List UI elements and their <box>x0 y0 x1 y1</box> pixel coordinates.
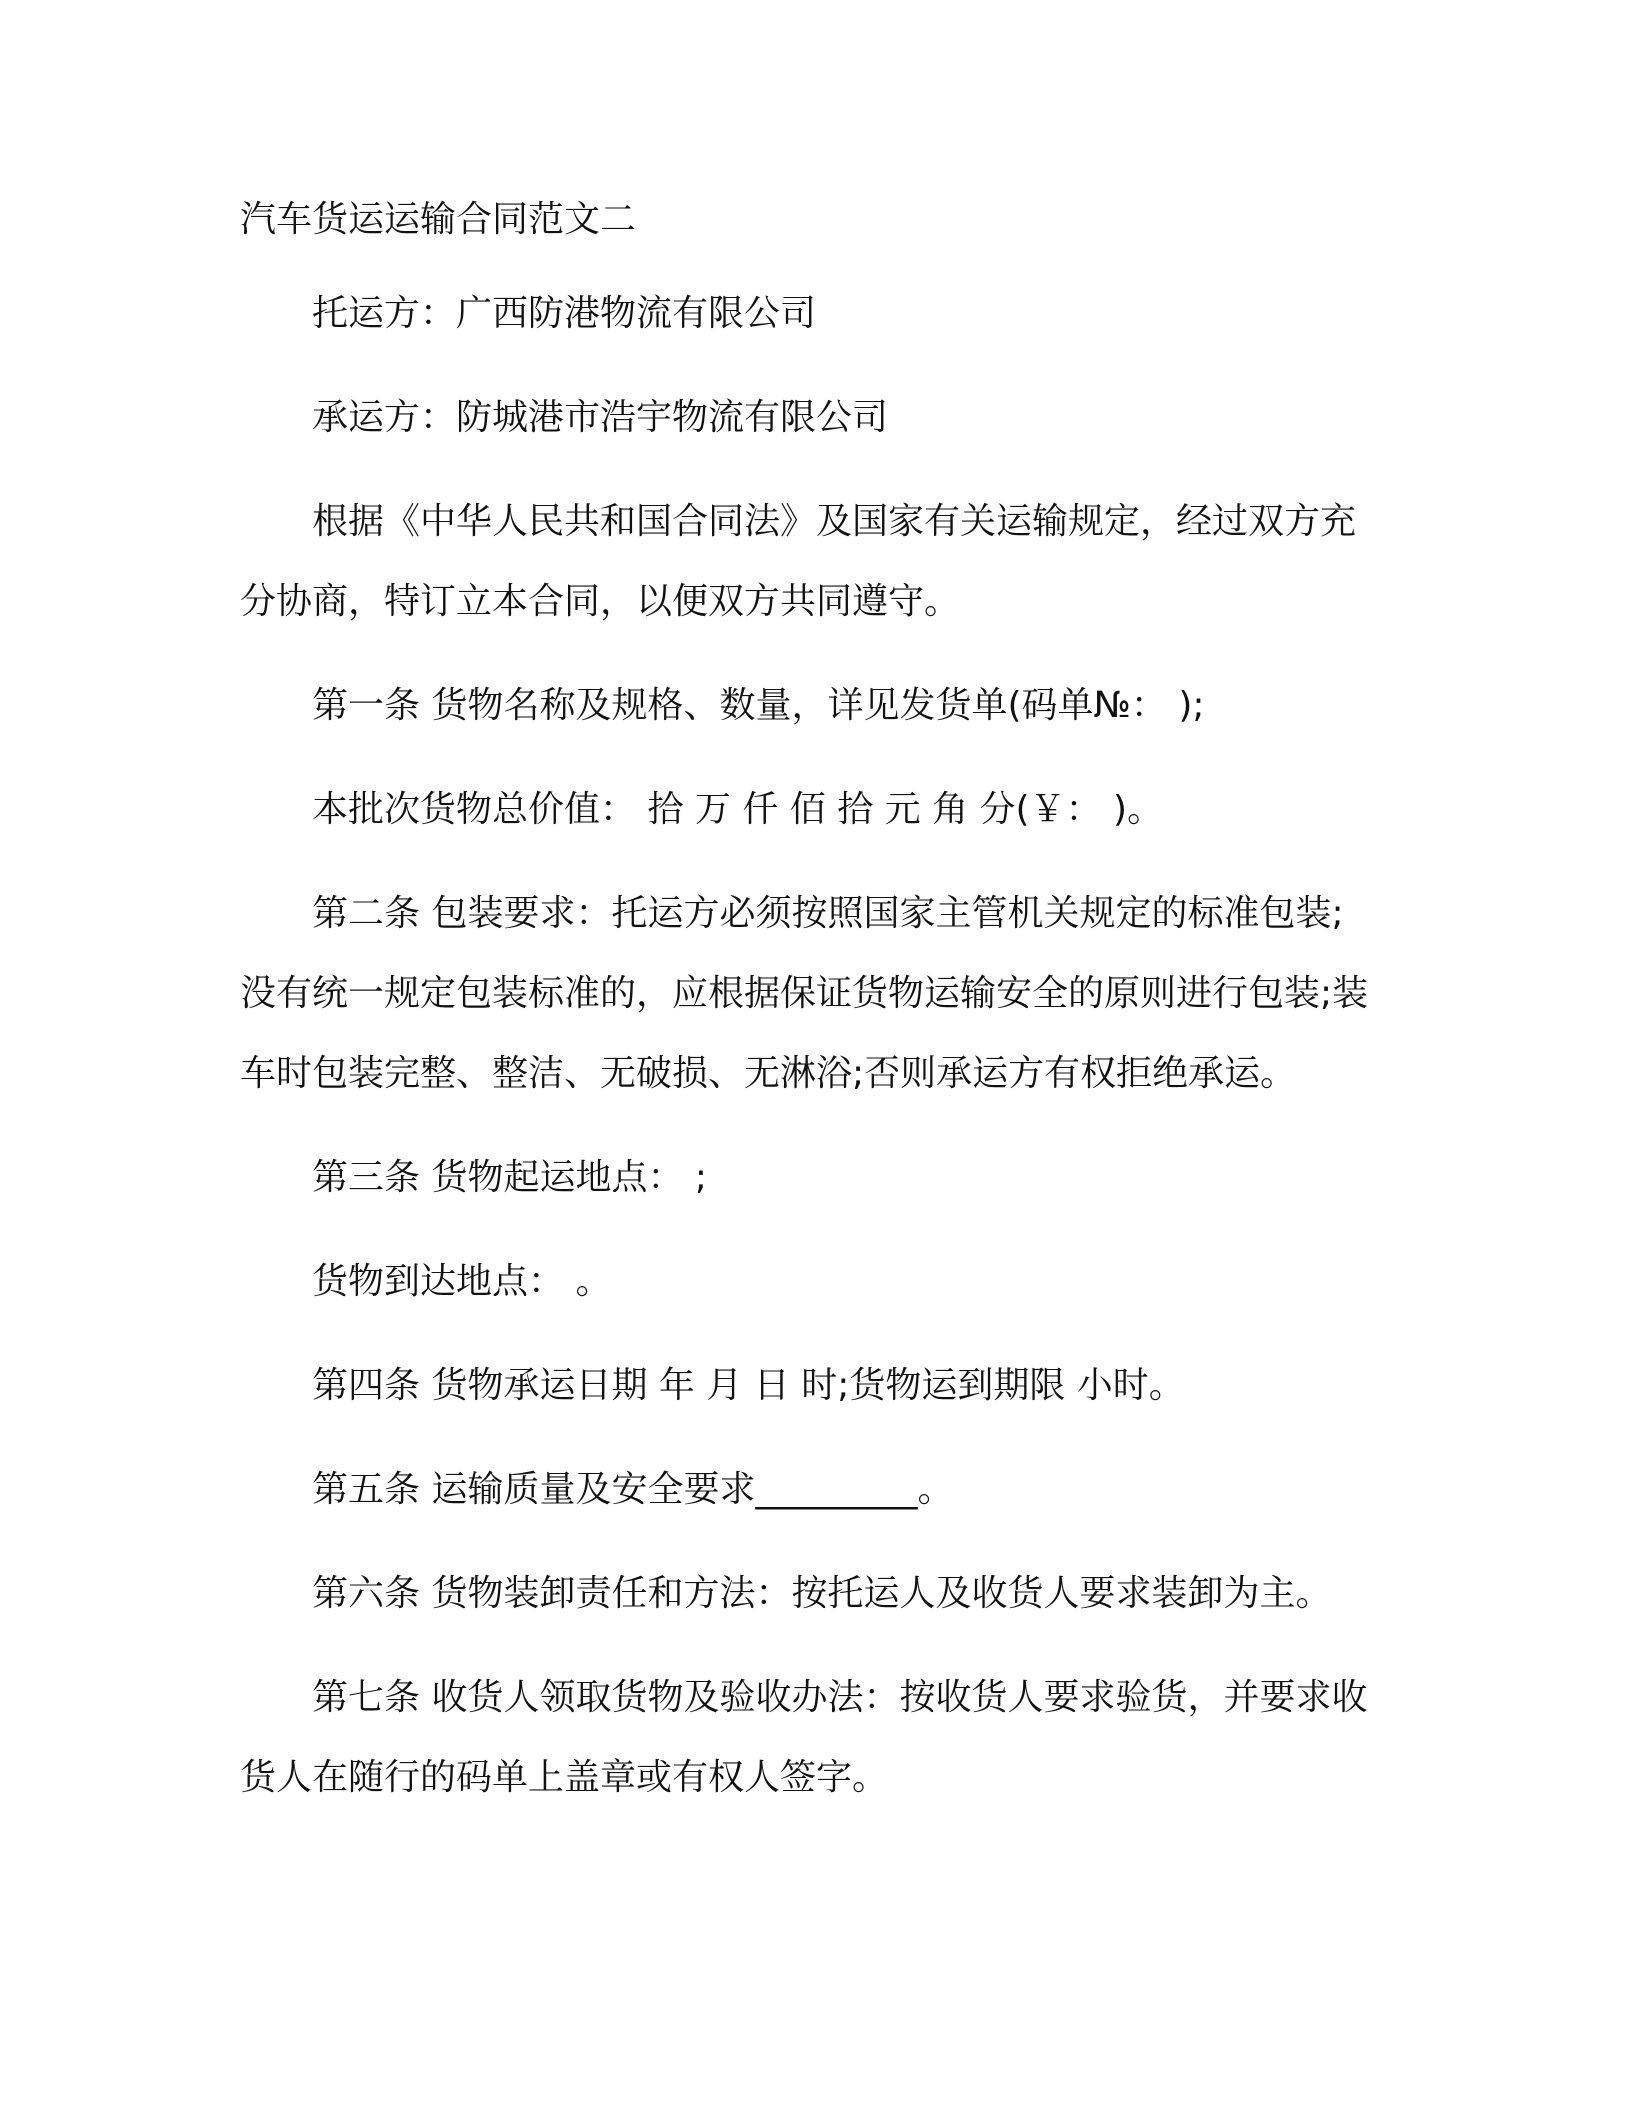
paragraph-article-3: 第三条 货物起运地点： ; <box>312 1157 708 1198</box>
document-title: 汽车货运运输合同范文二 <box>240 199 637 240</box>
paragraph-article-1: 第一条 货物名称及规格、数量，详见发货单(码单№： ); <box>312 685 1205 726</box>
paragraph-article-4: 第四条 货物承运日期 年 月 日 时;货物运到期限 小时。 <box>312 1365 1185 1406</box>
paragraph-shipper: 托运方：广西防港物流有限公司 <box>312 293 817 334</box>
document-body <box>240 190 1370 1842</box>
paragraph-article-6: 第六条 货物装卸责任和方法：按托运人及收货人要求装卸为主。 <box>312 1573 1332 1614</box>
paragraph-article-7: 第七条 收货人领取货物及验收办法：按收货人要求验货，并要求收货人在随行的码单上盖章或有权人签字。 <box>240 1677 1368 1798</box>
paragraph-article-2: 第二条 包装要求：托运方必须按照国家主管机关规定的标准包装;没有统一规定包装标准的，应根据保证货物运输安全的原则进行包装;装车时包装完整、整洁、无破损、无淋浴;否则承运方有权拒绝承运。 <box>240 893 1369 1094</box>
paragraph-total-value: 本批次货物总价值： 拾 万 仟 佰 拾 元 角 分(￥： )。 <box>312 789 1164 830</box>
paragraph-carrier: 承运方：防城港市浩宇物流有限公司 <box>312 397 889 438</box>
paragraph-destination: 货物到达地点： 。 <box>312 1261 612 1302</box>
paragraph-preamble: 根据《中华人民共和国合同法》及国家有关运输规定，经过双方充分协商，特订立本合同，以便双方共同遵守。 <box>240 501 1357 622</box>
paragraph-article-5: 第五条 运输质量及安全要求_________。 <box>312 1469 954 1510</box>
